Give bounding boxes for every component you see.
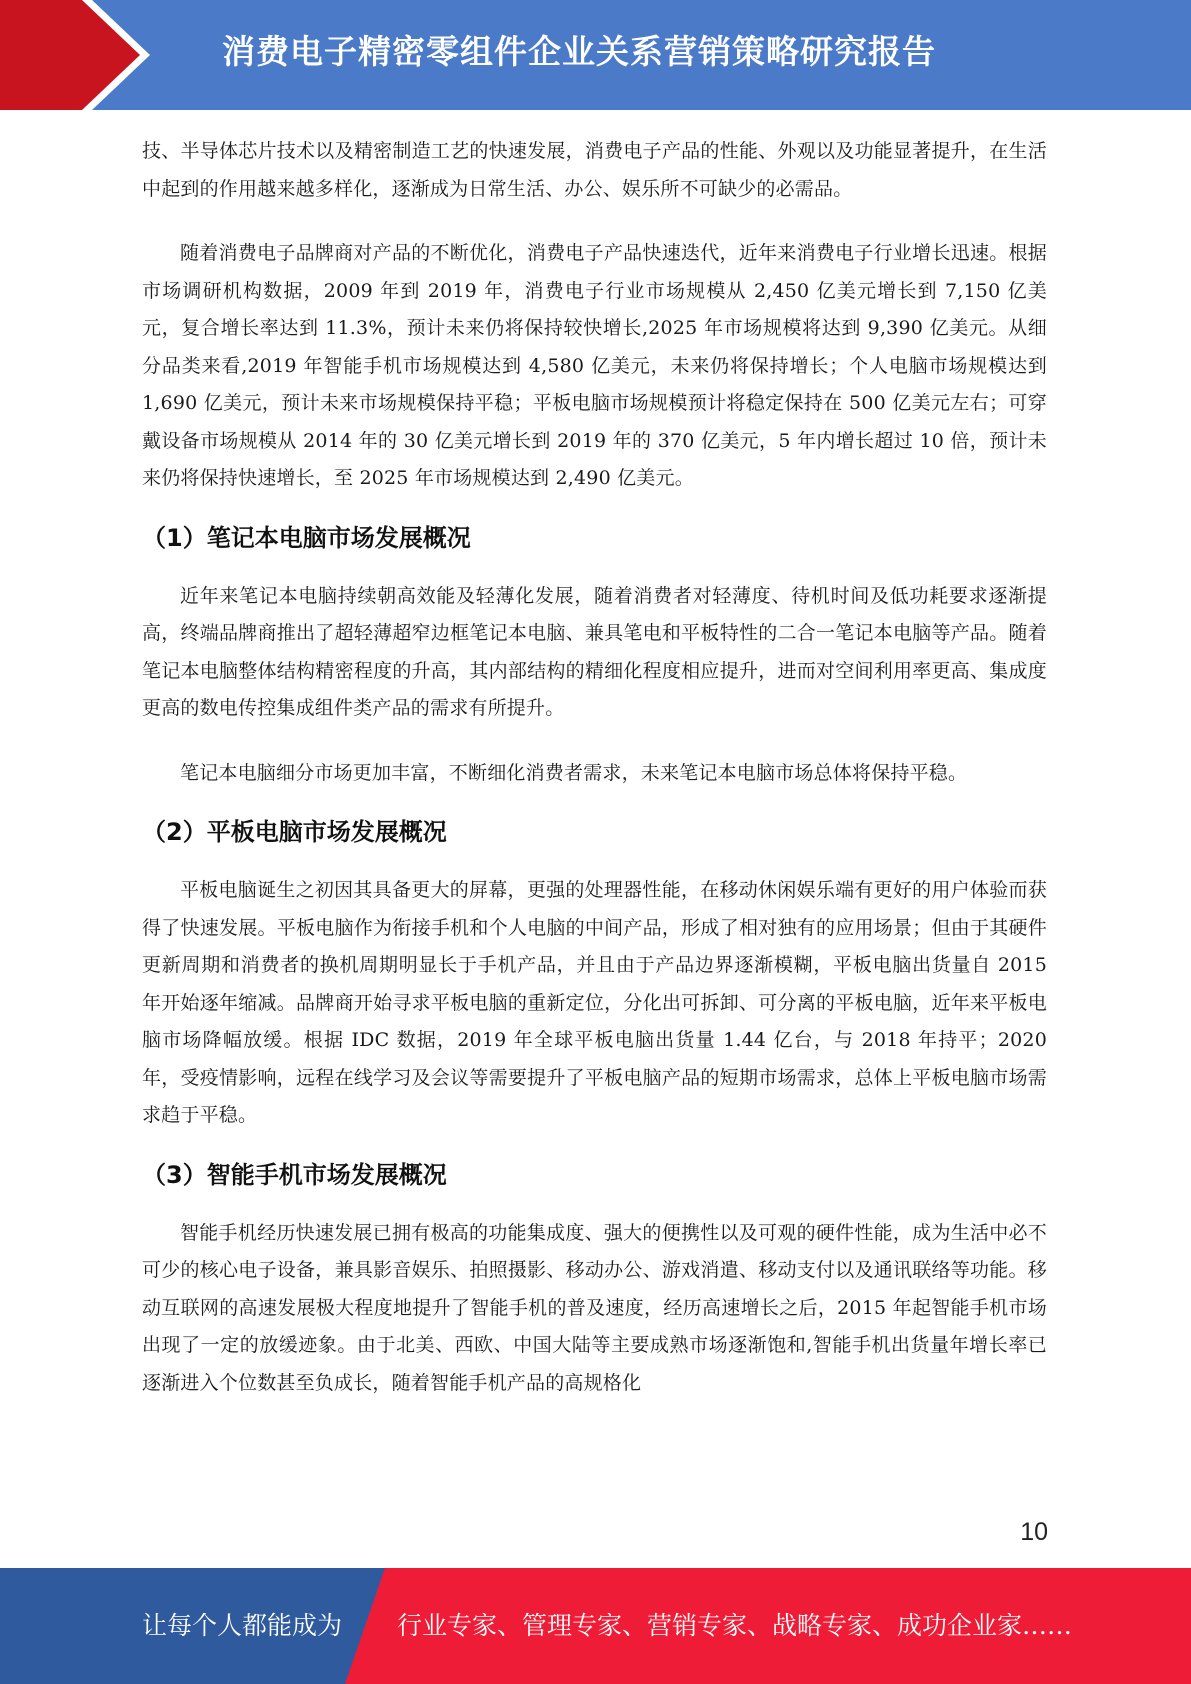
page-footer bbox=[0, 1568, 1191, 1684]
section-heading-smartphone: （3）智能手机市场发展概况 bbox=[142, 1160, 447, 1189]
footer-slogan-roles: 行业专家、管理专家、营销专家、战略专家、成功企业家…… bbox=[397, 1611, 1073, 1640]
footer-slogan-lead: 让每个人都能成为 bbox=[142, 1611, 343, 1640]
page-number: 10 bbox=[1020, 1518, 1048, 1546]
page-header bbox=[0, 0, 1191, 110]
section-heading-tablet: （2）平板电脑市场发展概况 bbox=[142, 818, 447, 846]
main-content bbox=[142, 133, 1047, 1402]
paragraph-tablet: 平板电脑诞生之初因其具备更大的屏幕，更强的处理器性能，在移动休闲娱乐端有更好的用户体验而获得了快速发展。平板电脑作为衔接手机和个人电脑的中间产品，形成了相对独有的应用场景；但由于其硬件更新周期和消费者的换机周期明显长于手机产品，并且由于产品边界逐渐模糊，平板电脑出货量自 2015 年开始逐年缩减。品牌商开始寻求平板电脑的重新定位，分化出可拆卸、可分离的平板电脑，近年来平板电脑市场降幅放缓。根据 IDC 数据，2019 年全球平板电脑出货量 1.44 亿台，与 2018 年持平；2020 年，受疫情影响，远程在线学习及会议等需要提升了平板电脑产品的短期市场需求，总体上平板电脑市场需求趋于平稳。 bbox=[142, 879, 1047, 1126]
paragraph-intro-continued: 技、半导体芯片技术以及精密制造工艺的快速发展，消费电子产品的性能、外观以及功能显著提升，在生活中起到的作用越来越多样化，逐渐成为日常生活、办公、娱乐所不可缺少的必需品。 bbox=[142, 140, 1047, 200]
header-red-chevron bbox=[0, 0, 140, 110]
paragraph-smartphone: 智能手机经历快速发展已拥有极高的功能集成度、强大的便携性以及可观的硬件性能，成为生活中必不可少的核心电子设备，兼具影音娱乐、拍照摄影、移动办公、游戏消遣、移动支付以及通讯联络等功能。移动互联网的高速发展极大程度地提升了智能手机的普及速度，经历高速增长之后，2015 年起智能手机市场出现了一定的放缓迹象。由于北美、西欧、中国大陆等主要成熟市场逐渐饱和,智能手机出货量年增长率已逐渐进入个位数甚至负成长，随着智能手机产品的高规格化 bbox=[142, 1221, 1047, 1394]
section-heading-laptop: （1）笔记本电脑市场发展概况 bbox=[142, 523, 471, 552]
report-title: 消费电子精密零组件企业关系营销策略研究报告 bbox=[222, 32, 936, 71]
paragraph-laptop-outlook: 笔记本电脑细分市场更加丰富，不断细化消费者需求，未来笔记本电脑市场总体将保持平稳。 bbox=[180, 761, 968, 784]
paragraph-laptop-trend: 近年来笔记本电脑持续朝高效能及轻薄化发展，随着消费者对轻薄度、待机时间及低功耗要求逐渐提高，终端品牌商推出了超轻薄超窄边框笔记本电脑、兼具笔电和平板特性的二合一笔记本电脑等产品。随着笔记本电脑整体结构精密程度的升高，其内部结构的精细化程度相应提升，进而对空间利用率更高、集成度更高的数电传控集成组件类产品的需求有所提升。 bbox=[142, 584, 1047, 719]
paragraph-market-size: 随着消费电子品牌商对产品的不断优化，消费电子产品快速迭代，近年来消费电子行业增长迅速。根据市场调研机构数据，2009 年到 2019 年，消费电子行业市场规模从 2,450 亿美元增长到 7,150 亿美元，复合增长率达到 11.3%，预计未来仍将保持较快增长,2025 年市场规模将达到 9,390 亿美元。从细分品类来看,2019 年智能手机市场规模达到 4,580 亿美元，未来仍将保持增长；个人电脑市场规模达到 1,690 亿美元，预计未来市场规模保持平稳；平板电脑市场规模预计将稳定保持在 500 亿美元左右；可穿戴设备市场规模从 2014 年的 30 亿美元增长到 2019 年的 370 亿美元，5 年内增长超过 10 倍，预计未来仍将保持快速增长，至 2025 年市场规模达到 2,490 亿美元。 bbox=[142, 242, 1047, 489]
